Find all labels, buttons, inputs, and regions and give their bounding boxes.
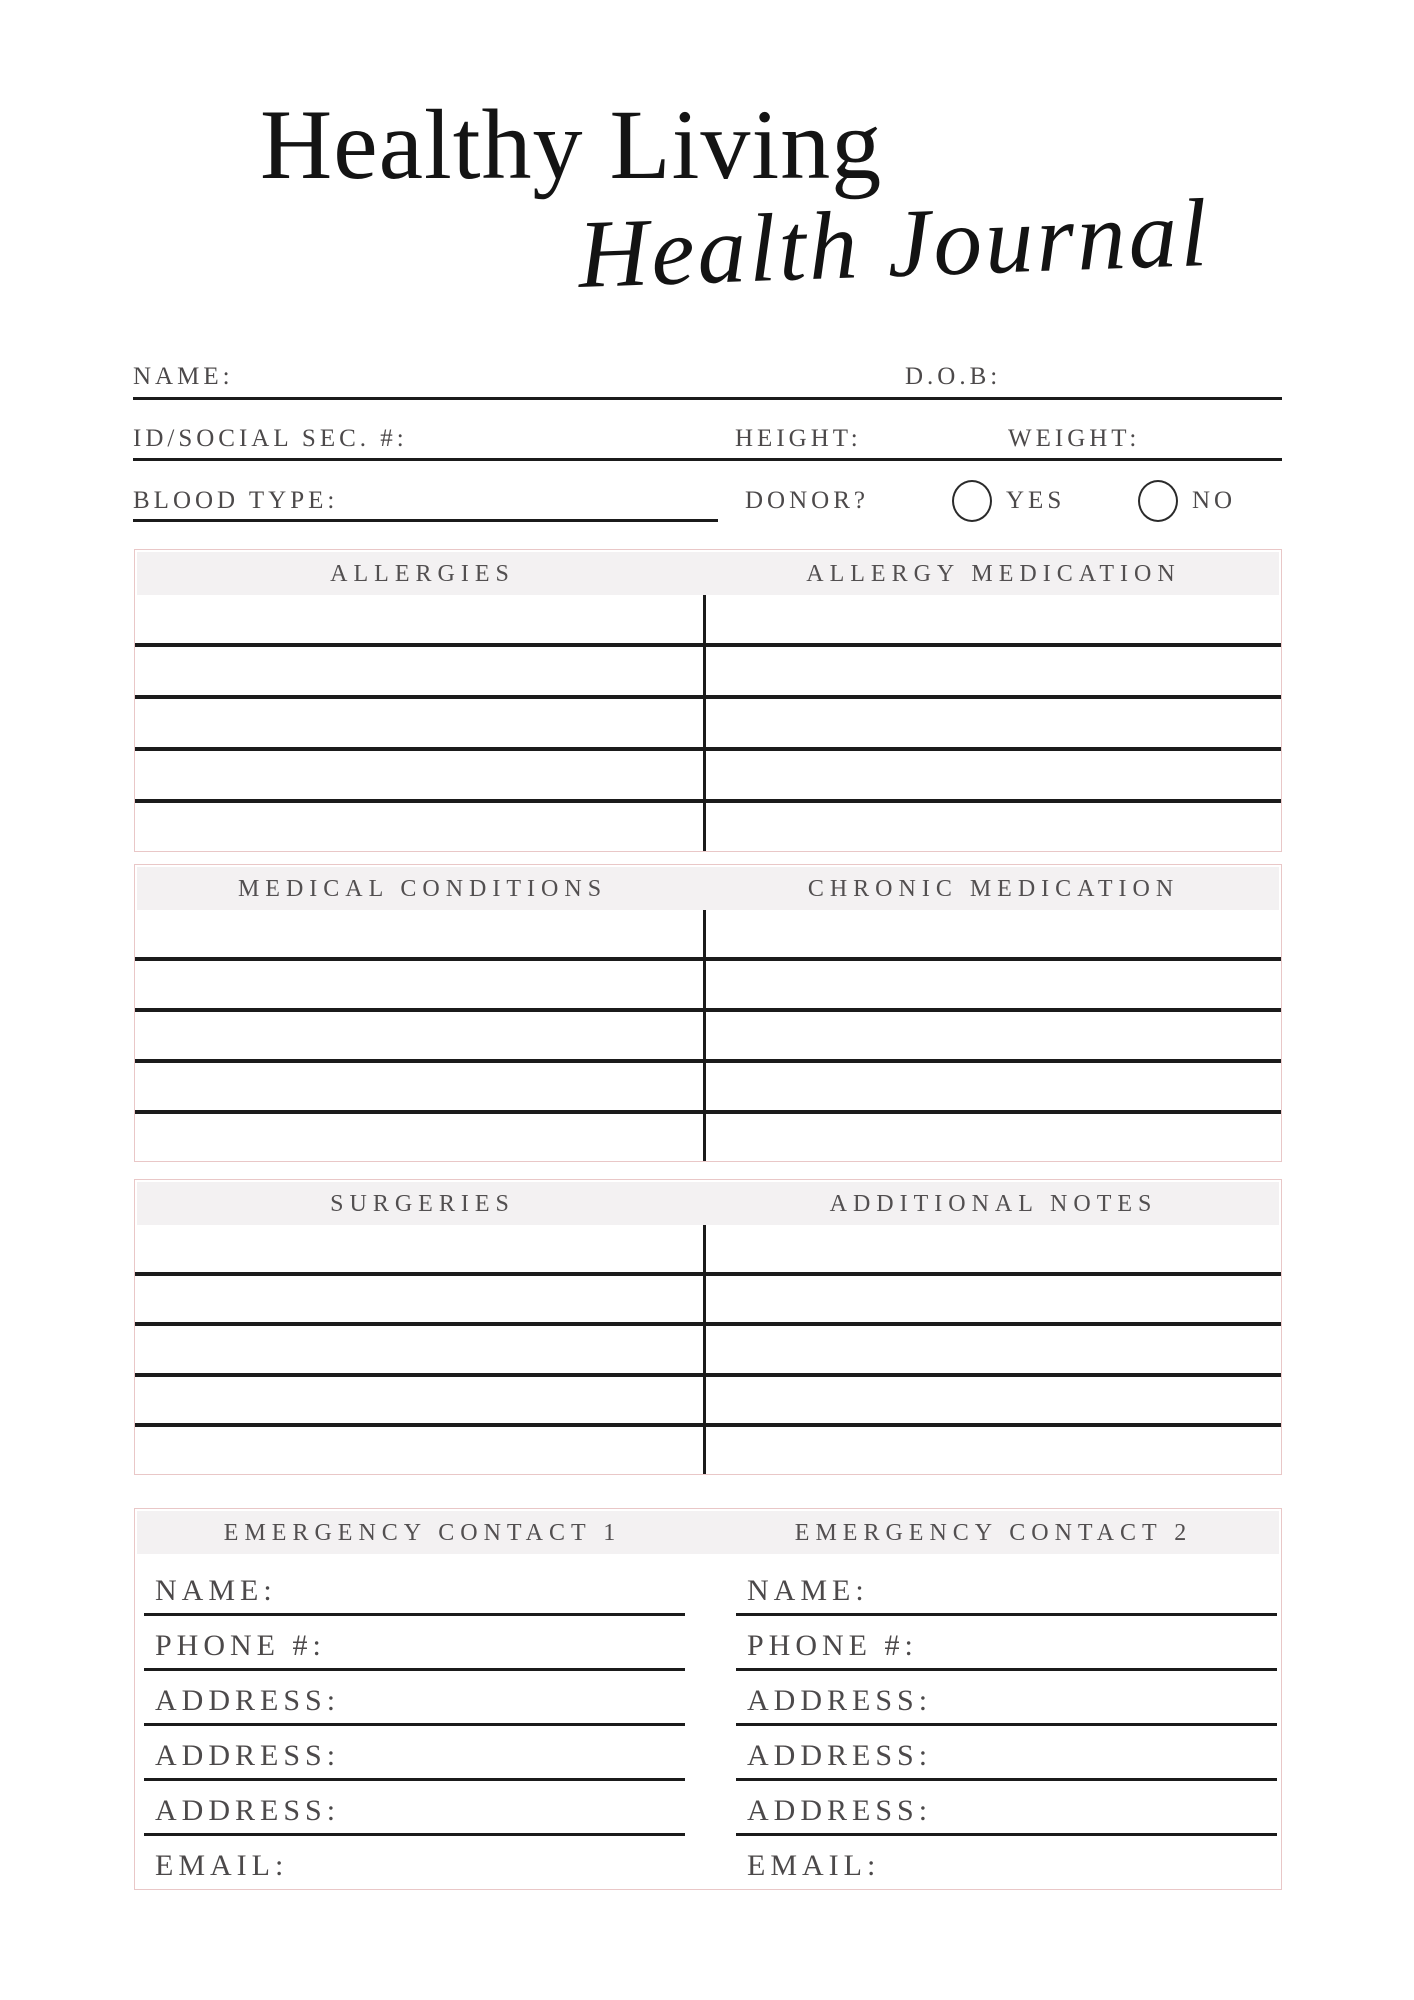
height-label: HEIGHT: — [735, 425, 862, 452]
allergy-medication-cell[interactable] — [708, 699, 1281, 747]
surgeries-cell[interactable] — [135, 1427, 708, 1474]
contact1-address-field-1[interactable] — [144, 1671, 685, 1726]
emergency-contact-1-column — [144, 1561, 685, 1891]
medical-conditions-cell[interactable] — [135, 961, 708, 1008]
table-row — [135, 695, 1281, 747]
table-body — [135, 910, 1281, 1161]
table-row — [135, 1059, 1281, 1110]
allergies-cell[interactable] — [135, 699, 708, 747]
contact1-email-field[interactable] — [144, 1836, 685, 1891]
medical-conditions-cell[interactable] — [135, 1012, 708, 1059]
weight-label: WEIGHT: — [1008, 425, 1141, 452]
table-body — [135, 1225, 1281, 1474]
surgeries-table — [134, 1179, 1282, 1475]
donor-no-label: NO — [1192, 487, 1237, 514]
table-header-band — [137, 552, 1279, 595]
allergies-header: ALLERGIES — [330, 561, 515, 587]
page-subtitle: Health Journal — [576, 179, 1212, 308]
medical-conditions-cell[interactable] — [135, 910, 708, 957]
contact2-name-label: NAME: — [747, 1574, 869, 1607]
contact2-address-label-2: ADDRESS: — [747, 1739, 933, 1772]
table-row — [135, 1373, 1281, 1424]
contact1-address-field-3[interactable] — [144, 1781, 685, 1836]
id-height-weight-fill-line[interactable] — [133, 458, 1282, 461]
contact2-phone-field[interactable] — [736, 1616, 1277, 1671]
additional-notes-cell[interactable] — [708, 1276, 1281, 1323]
medical-conditions-cell[interactable] — [135, 1063, 708, 1110]
donor-yes-label: YES — [1006, 487, 1066, 514]
contact2-address-field-1[interactable] — [736, 1671, 1277, 1726]
contact1-email-label: EMAIL: — [155, 1849, 289, 1882]
additional-notes-cell[interactable] — [708, 1377, 1281, 1424]
emergency-contact-2-column — [736, 1561, 1277, 1891]
allergy-medication-cell[interactable] — [708, 595, 1281, 643]
additional-notes-header: ADDITIONAL NOTES — [829, 1191, 1158, 1217]
allergy-medication-cell[interactable] — [708, 647, 1281, 695]
table-body — [135, 595, 1281, 851]
name-dob-fill-line[interactable] — [133, 397, 1282, 400]
chronic-medication-cell[interactable] — [708, 961, 1281, 1008]
emergency-header-band — [137, 1511, 1279, 1554]
table-column-divider — [703, 910, 706, 1161]
contact2-email-label: EMAIL: — [747, 1849, 881, 1882]
additional-notes-cell[interactable] — [708, 1427, 1281, 1474]
table-row — [135, 643, 1281, 695]
table-row — [135, 1110, 1281, 1161]
contact1-address-field-2[interactable] — [144, 1726, 685, 1781]
contact1-phone-label: PHONE #: — [155, 1629, 326, 1662]
name-label: NAME: — [133, 363, 234, 390]
contact2-name-field[interactable] — [736, 1561, 1277, 1616]
allergies-cell[interactable] — [135, 803, 708, 851]
table-header-band — [137, 1182, 1279, 1225]
table-row — [135, 595, 1281, 643]
allergies-cell[interactable] — [135, 751, 708, 799]
allergy-medication-cell[interactable] — [708, 751, 1281, 799]
chronic-medication-cell[interactable] — [708, 1012, 1281, 1059]
donor-no-radio[interactable] — [1138, 480, 1178, 522]
surgeries-cell[interactable] — [135, 1225, 708, 1272]
chronic-medication-cell[interactable] — [708, 910, 1281, 957]
chronic-medication-header: CHRONIC MEDICATION — [807, 876, 1180, 902]
additional-notes-cell[interactable] — [708, 1326, 1281, 1373]
table-row — [135, 1272, 1281, 1323]
emergency-contacts-section — [134, 1508, 1282, 1890]
table-row — [135, 957, 1281, 1008]
medical-conditions-table — [134, 864, 1282, 1162]
contact2-address-label-3: ADDRESS: — [747, 1794, 933, 1827]
table-row — [135, 799, 1281, 851]
blood-type-label: BLOOD TYPE: — [133, 487, 339, 514]
donor-label: DONOR? — [745, 487, 869, 514]
allergy-medication-cell[interactable] — [708, 803, 1281, 851]
table-row — [135, 1423, 1281, 1474]
emergency-contact-2-header: EMERGENCY CONTACT 2 — [794, 1520, 1193, 1546]
chronic-medication-cell[interactable] — [708, 1063, 1281, 1110]
chronic-medication-cell[interactable] — [708, 1114, 1281, 1161]
table-column-divider — [703, 1225, 706, 1474]
contact2-email-field[interactable] — [736, 1836, 1277, 1891]
contact1-name-field[interactable] — [144, 1561, 685, 1616]
table-row — [135, 910, 1281, 957]
allergy-medication-header: ALLERGY MEDICATION — [806, 561, 1181, 587]
table-row — [135, 1322, 1281, 1373]
contact1-address-label-3: ADDRESS: — [155, 1794, 341, 1827]
table-row — [135, 1008, 1281, 1059]
contact2-address-label-1: ADDRESS: — [747, 1684, 933, 1717]
emergency-contact-1-header: EMERGENCY CONTACT 1 — [223, 1520, 622, 1546]
surgeries-cell[interactable] — [135, 1326, 708, 1373]
table-row — [135, 747, 1281, 799]
surgeries-cell[interactable] — [135, 1377, 708, 1424]
dob-label: D.O.B: — [905, 363, 1002, 390]
table-header-band — [137, 867, 1279, 910]
medical-conditions-cell[interactable] — [135, 1114, 708, 1161]
surgeries-cell[interactable] — [135, 1276, 708, 1323]
brand-title: Healthy Living — [260, 89, 883, 200]
id-ssn-label: ID/SOCIAL SEC. #: — [133, 425, 408, 452]
contact1-name-label: NAME: — [155, 1574, 277, 1607]
contact2-address-field-2[interactable] — [736, 1726, 1277, 1781]
allergies-cell[interactable] — [135, 595, 708, 643]
blood-type-fill-line[interactable] — [133, 519, 718, 522]
donor-yes-radio[interactable] — [952, 480, 992, 522]
table-row — [135, 1225, 1281, 1272]
table-column-divider — [703, 595, 706, 851]
surgeries-header: SURGERIES — [330, 1191, 515, 1217]
contact2-address-field-3[interactable] — [736, 1781, 1277, 1836]
allergies-table — [134, 549, 1282, 852]
contact1-address-label-2: ADDRESS: — [155, 1739, 341, 1772]
contact1-address-label-1: ADDRESS: — [155, 1684, 341, 1717]
medical-conditions-header: MEDICAL CONDITIONS — [237, 876, 608, 902]
allergies-cell[interactable] — [135, 647, 708, 695]
contact2-phone-label: PHONE #: — [747, 1629, 918, 1662]
additional-notes-cell[interactable] — [708, 1225, 1281, 1272]
contact1-phone-field[interactable] — [144, 1616, 685, 1671]
